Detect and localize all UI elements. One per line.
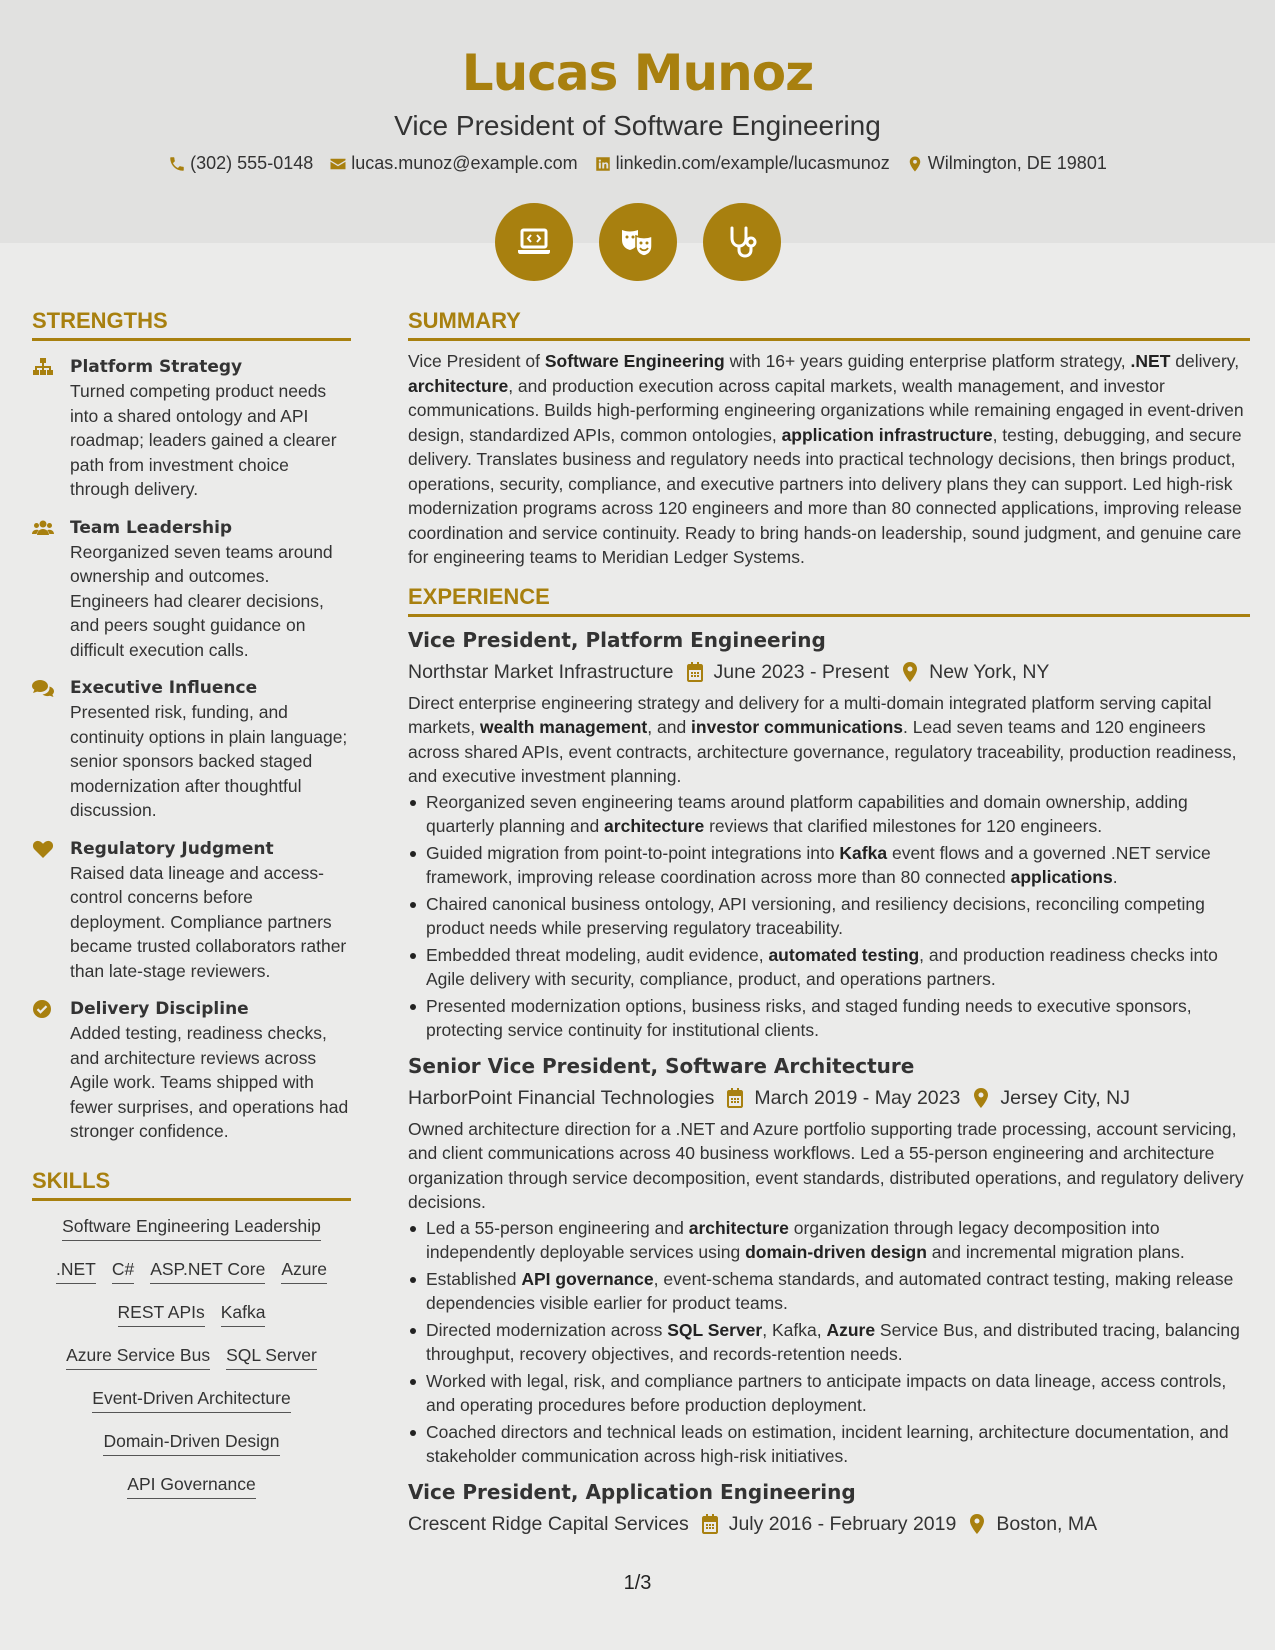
skill-row [32,1258,351,1284]
map-pin-icon [968,1514,986,1534]
job-title: Senior Vice President, Software Architecture [408,1053,915,1078]
job-bullets [408,1216,1250,1469]
job-bullet: Guided migration from point-to-point integrations into Kafka event flows and a governed .NET service framework, improving release coordination across more than 80 connected applications. [408,841,1250,890]
skill-row [32,1430,351,1456]
skill-tag: REST APIs [118,1301,205,1327]
summary-text: Vice President of Software Engineering with 16+ years guiding enterprise platform strategy, .NET delivery, architecture, and production execution across capital markets, wealth management, and investor communications. Builds high-performing engineering organizations while remaining engaged in event-driven design, standardized APIs, common ontologies, application infrastructure, testing, debugging, and secure delivery. Translates business and regulatory needs into practical technology decisions, then brings product, operations, security, compliance, and executive partners into delivery plans they can support. Led high-risk modernization programs across 120 engineers and more than 80 connected applications, improving release coordination and service continuity. Ready to bring hands-on leadership, sound judgment, and genuine care for engineering teams to Meridian Ledger Systems. [408,351,1244,567]
strength-item [32,997,351,1144]
skill-tag: API Governance [127,1473,255,1499]
strength-desc: Added testing, readiness checks, and architecture reviews across Agile work. Teams shipped with fewer surprises, and operations had stronger confidence. [70,1023,349,1141]
skill-row [32,1473,351,1499]
strength-desc: Presented risk, funding, and continuity options in plain language; senior sponsors backed staged modernization after thoughtful discussion. [70,702,348,820]
skill-tag: Event-Driven Architecture [92,1387,290,1413]
strength-name: Platform Strategy [70,357,243,377]
skill-tag: Software Engineering Leadership [62,1215,321,1241]
job-company: Crescent Ridge Capital Services [408,1512,689,1535]
interest-badges [0,203,1275,281]
contact-phone-text: (302) 555-0148 [190,153,314,173]
job-location: New York, NY [929,660,1050,683]
job-bullet: Established API governance, event-schema standards, and automated contract testing, making release dependencies visible earlier for product teams. [408,1267,1250,1316]
skill-row [32,1215,351,1241]
job-bullet: Reorganized seven engineering teams around platform capabilities and domain ownership, adding quarterly planning and architecture reviews that clarified milestones for 120 engineers. [408,790,1250,839]
skill-row [32,1301,351,1327]
contact-bar [0,153,1275,174]
page-number: 1/3 [623,1572,652,1594]
left-column [32,308,351,1516]
calendar-icon [701,1514,719,1534]
envelope-icon [329,155,347,173]
job-company: HarborPoint Financial Technologies [408,1086,715,1109]
job-title: Vice President, Platform Engineering [408,627,826,652]
users-icon [32,518,54,538]
experience-heading: EXPERIENCE [408,584,1250,617]
summary-heading: SUMMARY [408,308,1250,341]
check-circle-icon [32,999,54,1019]
contact-email-text: lucas.munoz@example.com [351,153,578,173]
strength-name: Regulatory Judgment [70,838,274,859]
job-bullet: Chaired canonical business ontology, API versioning, and resiliency decisions, reconciling competing product needs while preserving regulatory traceability. [408,892,1250,941]
strength-item [32,355,351,502]
skill-tag: ASP.NET Core [150,1258,265,1284]
comments-icon [32,678,54,698]
job-description: Direct enterprise engineering strategy and delivery for a multi-domain integrated platform serving capital markets, wealth management, and investor communications. Lead seven teams and 120 engineers across shared APIs, event contracts, architecture governance, regulatory traceability, production readiness, and executive investment planning. [408,692,1237,786]
laptop-code-icon [514,222,554,262]
job-bullet: Embedded threat modeling, audit evidence, automated testing, and production readiness checks into Agile delivery with security, compliance, product, and operations partners. [408,943,1250,992]
job-bullet: Coached directors and technical leads on estimation, incident learning, architecture documentation, and stakeholder communication across high-risk initiatives. [408,1420,1250,1469]
skill-tag: Kafka [221,1301,266,1327]
badge-laptop [495,203,573,281]
strength-item [32,516,351,663]
job-location: Boston, MA [996,1512,1098,1535]
strength-name: Delivery Discipline [70,999,249,1019]
job-bullet: Led a 55-person engineering and architecture organization through legacy decomposition into independently deployable services using domain-driven design and incremental migration plans. [408,1216,1250,1265]
strength-desc: Raised data lineage and access-control concerns before deployment. Compliance partners became trusted collaborators rather than late-stage reviewers. [70,862,347,981]
job-bullet: Presented modernization options, business risks, and staged funding needs to executive sponsors, protecting service continuity for institutional clients. [408,994,1250,1043]
strength-item [32,837,351,984]
contact-linkedin-text: linkedin.com/example/lucasmunoz [615,153,890,173]
skill-tag: SQL Server [226,1344,317,1370]
job-bullet: Directed modernization across SQL Server, Kafka, Azure Service Bus, and distributed tracing, balancing throughput, recovery objectives, and records-retention needs. [408,1318,1250,1367]
job-entry [408,1479,1250,1537]
job-company: Northstar Market Infrastructure [408,660,674,683]
job-entry [408,627,1250,1043]
stethoscope-icon [722,222,762,262]
strength-item [32,676,351,823]
contact-email[interactable] [329,153,577,174]
job-meta [408,659,1250,685]
contact-linkedin[interactable] [594,153,890,174]
job-bullets [408,790,1250,1043]
job-meta [408,1085,1250,1111]
candidate-name: Lucas Munoz [461,44,814,102]
map-pin-icon [906,155,924,173]
contact-phone[interactable] [168,153,313,174]
badge-theater [599,203,677,281]
strengths-heading: STRENGTHS [32,308,351,341]
skill-tag: Domain-Driven Design [103,1430,279,1456]
experience-list [408,627,1250,1537]
skill-row [32,1344,351,1370]
badge-stethoscope [703,203,781,281]
skill-tag: Azure Service Bus [66,1344,210,1370]
job-bullet: Worked with legal, risk, and compliance partners to anticipate impacts on data lineage, access controls, and operating procedures before production deployment. [408,1369,1250,1418]
contact-location [906,153,1107,174]
skill-tag: .NET [56,1258,96,1284]
job-dates: July 2016 - February 2019 [728,1512,957,1535]
strength-desc: Reorganized seven teams around ownership and outcomes. Engineers had clearer decisions, and peers sought guidance on difficult execution calls. [70,541,333,660]
resume-header [0,0,1275,243]
skills-heading: SKILLS [32,1168,351,1201]
contact-location-text: Wilmington, DE 19801 [927,153,1107,173]
job-entry [408,1053,1250,1469]
job-location: Jersey City, NJ [1000,1086,1131,1109]
strength-name: Team Leadership [70,517,233,538]
strength-name: Executive Influence [70,678,258,698]
linkedin-icon [594,155,612,173]
phone-icon [168,155,186,173]
job-meta [408,1511,1250,1537]
sitemap-icon [32,357,54,377]
map-pin-icon [901,662,919,682]
map-pin-icon [972,1088,990,1108]
strength-desc: Turned competing product needs into a shared ontology and API roadmap; leaders gained a clearer path from investment choice through delivery. [70,381,337,499]
candidate-title: Vice President of Software Engineering [394,110,881,141]
calendar-icon [686,662,704,682]
job-title: Vice President, Application Engineering [408,1479,856,1504]
skill-tag: C# [112,1258,134,1284]
theater-masks-icon [618,222,658,262]
job-dates: June 2023 - Present [713,660,890,683]
calendar-icon [726,1088,744,1108]
skill-row [32,1387,351,1413]
job-dates: March 2019 - May 2023 [754,1086,961,1109]
skills-list [32,1215,351,1499]
job-description: Owned architecture direction for a .NET and Azure portfolio supporting trade processing, account servicing, and client communications across 40 business workflows. Led a 55-person engineering and architecture organization through service decomposition, event standards, distributed operations, and regulatory delivery decisions. [408,1118,1244,1212]
right-column [408,308,1250,1537]
skill-tag: Azure [281,1258,327,1284]
heart-icon [32,839,54,859]
